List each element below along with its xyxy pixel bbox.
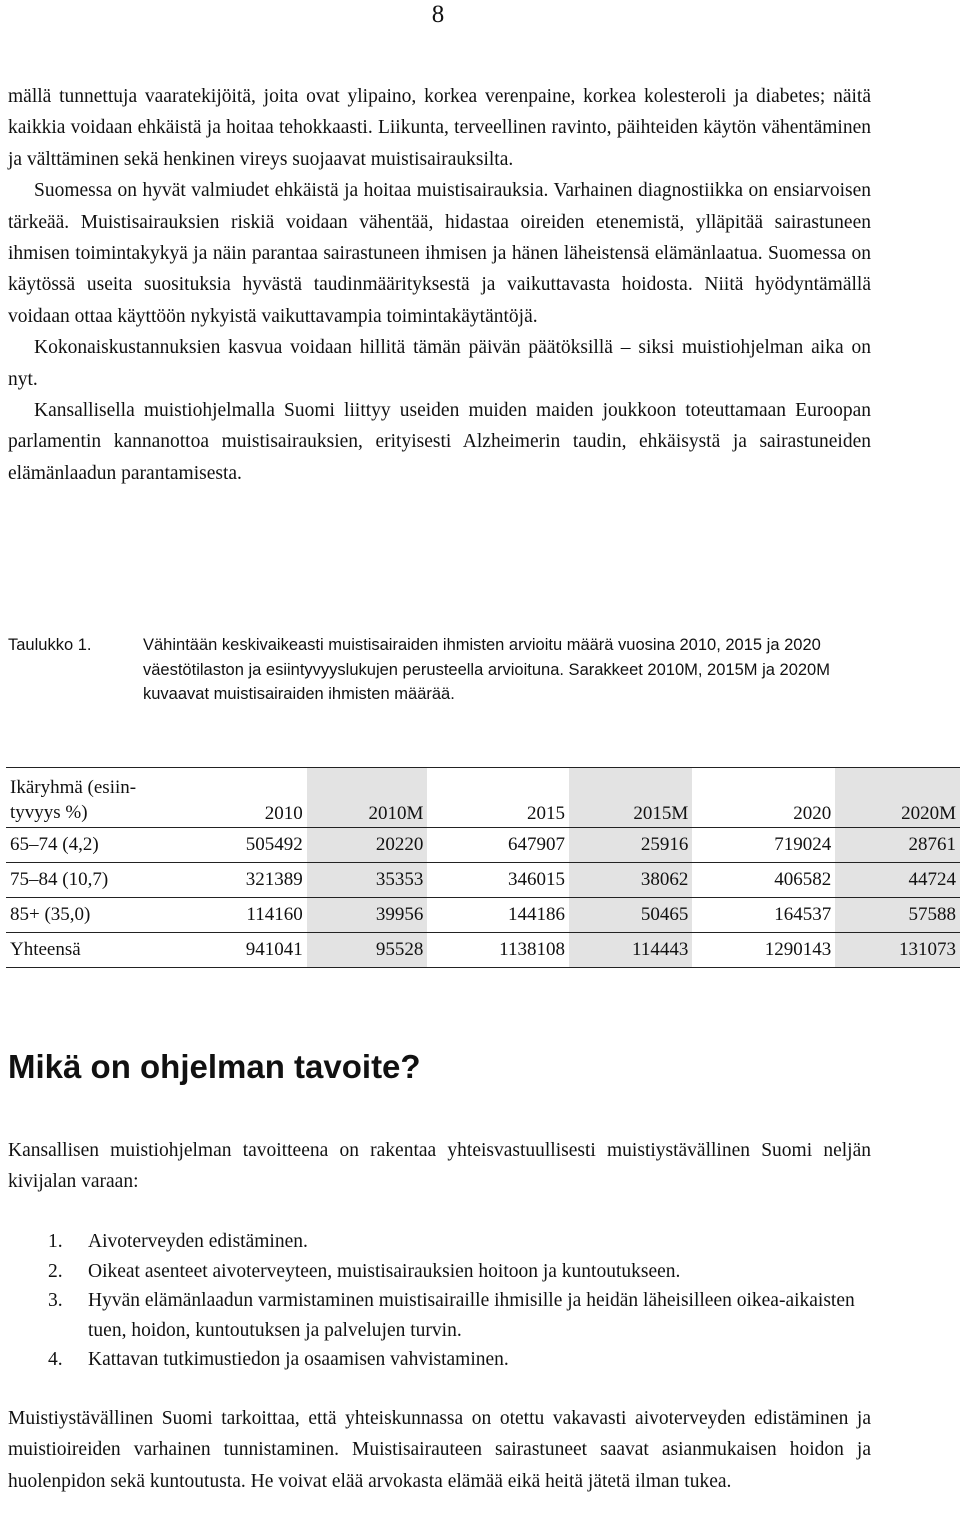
section-heading: Mikä on ohjelman tavoite? (8, 1048, 421, 1085)
table-cell: 25916 (569, 828, 692, 863)
table-header-row (6, 768, 960, 828)
table-cell: 941041 (245, 939, 303, 960)
section-intro-paragraph: Kansallisen muistiohjelman tavoitteena on rakentaa yhteisvastuullisesti muistiystävällinen Suomi neljän kivijalan varaan: (8, 1140, 871, 1193)
list-item-number: 2. (48, 1260, 63, 1282)
intro-paragraph-3: Kokonaiskustannuksien kasvua voidaan hillitä tämän päivän päätöksillä – siksi muistiohjelman aika on nyt. (8, 337, 871, 390)
header-age-group-line1: Ikäryhmä (esiin- (10, 777, 137, 798)
table-cell: 144186 (507, 904, 565, 925)
table-row (6, 828, 960, 863)
closing-text (8, 1403, 871, 1497)
header-col-2010m: 2010M (307, 768, 428, 828)
list-item-text: Kattavan tutkimustiedon ja osaamisen vahvistaminen. (88, 1349, 509, 1370)
table-cell: 1290143 (764, 939, 832, 960)
list-item-text: Hyvän elämänlaadun varmistaminen muistisairaille ihmisille ja heidän läheisilleen oikea-aikaisten tuen, hoidon, kuntoutuksen ja palvelujen turvin. (88, 1290, 855, 1341)
table-cell: 131073 (835, 933, 960, 968)
table-caption-label: Taulukko 1. (8, 636, 92, 654)
table-cell-age-group: 75–84 (10,7) (10, 869, 109, 890)
table-cell-age-group: 65–74 (4,2) (10, 834, 99, 855)
header-col-2015: 2015 (526, 803, 565, 824)
intro-paragraph-1: mällä tunnettuja vaaratekijöitä, joita ovat ylipaino, korkea verenpaine, korkea kolesteroli ja diabetes; näitä kaikkia voidaan ehkäistä ja hoitaa tehokkaasti. Liikunta, terveellinen ravinto, päihteiden käytön vähentäminen ja välttäminen sekä henkinen vireys suojaavat muistisairauksilta. (8, 86, 871, 170)
table-cell: 95528 (307, 933, 428, 968)
table-cell: 38062 (569, 863, 692, 898)
table-cell: 35353 (307, 863, 428, 898)
table-caption-text: Vähintään keskivaikeasti muistisairaiden ihmisten arvioitu määrä vuosina 2010, 2015 ja 2020 väestötilaston ja esiintyvyyslukujen perusteella arvioituna. Sarakkeet 2010M, 2015M ja 2020M kuvaavat muistisairaiden ihmisten määrää. (143, 636, 830, 703)
table-caption (8, 633, 868, 707)
table-cell-age-group: 85+ (35,0) (10, 904, 91, 925)
table-cell: 406582 (774, 869, 832, 890)
dementia-estimate-table (6, 767, 960, 968)
table-cell: 164537 (774, 904, 832, 925)
table-cell: 346015 (507, 869, 565, 890)
header-age-group-line2: tyvyys %) (10, 802, 88, 823)
table-row (6, 863, 960, 898)
table-cell: 719024 (774, 834, 832, 855)
header-col-2010: 2010 (264, 803, 303, 824)
table-cell: 1138108 (499, 939, 565, 960)
list-item-number: 3. (48, 1290, 63, 1311)
pillars-list (8, 1227, 871, 1375)
closing-paragraph: Muistiystävällinen Suomi tarkoittaa, että yhteiskunnassa on otettu vakavasti aivoterveyden edistäminen ja muistioireiden varhainen tunnistaminen. Muistisairauteen sairastuneet saavat asianmukaisen hoidon ja huolenpidon sekä kuntoutusta. He voivat elää arvokasta elämää eikä heitä jätetä ilman tukea. (8, 1408, 871, 1492)
table-cell: 114160 (246, 904, 303, 925)
table-total-row (6, 933, 960, 968)
header-col-2015m: 2015M (569, 768, 692, 828)
table-cell: 28761 (835, 828, 960, 863)
page-number: 8 (431, 1, 445, 28)
header-col-2020: 2020 (793, 803, 832, 824)
list-item (8, 1227, 871, 1257)
table-row (6, 898, 960, 933)
section-intro (8, 1135, 871, 1198)
header-age-group (6, 768, 182, 828)
table-cell: 50465 (569, 898, 692, 933)
table-cell: 321389 (245, 869, 303, 890)
table-cell-total-label: Yhteensä (10, 939, 81, 960)
list-item-number: 1. (48, 1231, 63, 1252)
table-cell: 647907 (507, 834, 565, 855)
list-item (8, 1345, 871, 1375)
table-cell: 20220 (307, 828, 428, 863)
header-col-2020m: 2020M (835, 768, 960, 828)
intro-paragraph-2: Suomessa on hyvät valmiudet ehkäistä ja hoitaa muistisairauksia. Varhainen diagnostiikka on ensiarvoisen tärkeää. Muistisairauksien riskiä voidaan vähentää, hidastaa oireiden etenemistä, ylläpitää sairastuneen ihmisen toimintakykyä ja näin parantaa sairastuneen ihmisen ja hänen läheistensä elämänlaatua. Suomessa on käytössä useita suosituksia hyvästä taudinmäärityksestä ja vaikuttavasta hoidosta. Niitä hyödyntämällä voidaan ottaa käyttöön nykyistä vaikuttavampia toimintakäytäntöjä. (8, 180, 871, 327)
table-cell: 57588 (835, 898, 960, 933)
table-cell: 44724 (835, 863, 960, 898)
list-item-text: Aivoterveyden edistäminen. (88, 1231, 308, 1252)
list-item-text: Oikeat asenteet aivoterveyteen, muistisairauksien hoitoon ja kuntoutukseen. (88, 1260, 681, 1282)
table-cell: 114443 (569, 933, 692, 968)
list-item (8, 1257, 871, 1287)
table-cell: 505492 (245, 834, 303, 855)
list-item (8, 1286, 871, 1345)
table-cell: 39956 (307, 898, 428, 933)
list-item-number: 4. (48, 1349, 63, 1370)
intro-text (8, 81, 871, 489)
intro-paragraph-4: Kansallisella muistiohjelmalla Suomi liittyy useiden muiden maiden joukkoon toteuttamaan Euroopan parlamentin kannanottoa muistisairauksien, erityisesti Alzheimerin taudin, ehkäisystä ja sairastuneiden elämänlaadun parantamisesta. (8, 400, 871, 484)
